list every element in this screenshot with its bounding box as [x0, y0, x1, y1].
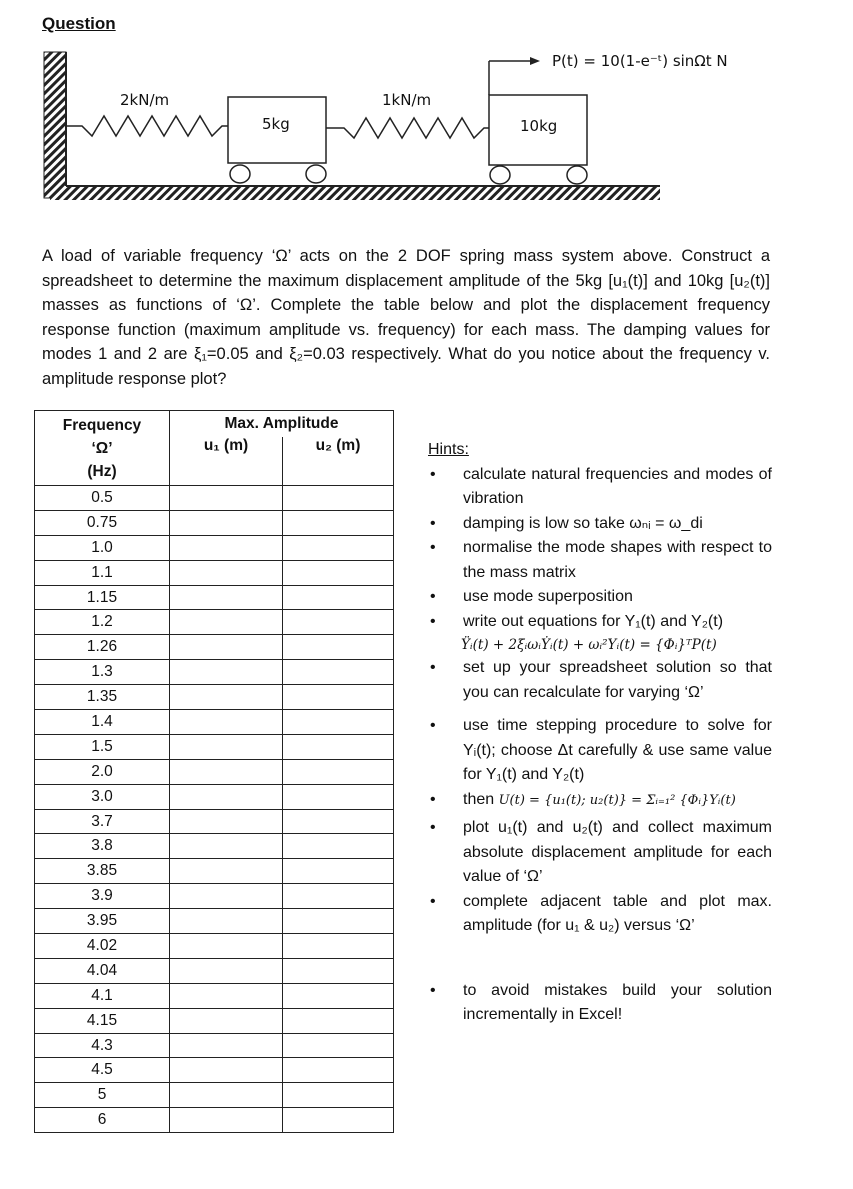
hint-9: [428, 816, 772, 890]
hint-5-text: write out equations for Y₁(t) and Y₂(t): [463, 612, 724, 630]
frequency-cell: 4.5: [35, 1058, 170, 1083]
u2-cell: [283, 1033, 394, 1058]
frequency-cell: 4.3: [35, 1033, 170, 1058]
u2-cell: [283, 710, 394, 735]
frequency-header-line1: Frequency: [62, 416, 142, 434]
table-row: [35, 958, 394, 983]
table-row: [35, 535, 394, 560]
hint-6: [428, 656, 772, 705]
frequency-cell: 5: [35, 1083, 170, 1108]
frequency-cell: 1.15: [35, 585, 170, 610]
hints-panel: [428, 438, 772, 1028]
frequency-cell: 1.4: [35, 710, 170, 735]
u1-cell: [170, 685, 283, 710]
table-row: [35, 934, 394, 959]
frequency-header-line2: ‘Ω’: [91, 439, 113, 457]
frequency-cell: 2.0: [35, 759, 170, 784]
u2-cell: [283, 734, 394, 759]
spring-1: [66, 116, 228, 136]
wall-hatch: [44, 52, 66, 198]
hint-2-text: damping is low so take ωₙᵢ = ω_di: [463, 514, 703, 532]
bullet: •: [430, 790, 436, 808]
u2-cell: [283, 635, 394, 660]
hint-6-text: set up your spreadsheet solution so that you can recalculate for varying ‘Ω’: [463, 659, 772, 701]
u1-cell: [170, 635, 283, 660]
u2-cell: [283, 859, 394, 884]
hint-2: [428, 512, 772, 537]
frequency-cell: 1.5: [35, 734, 170, 759]
hint-10-text: complete adjacent table and plot max. amplitude (for u₁ & u₂) versus ‘Ω’: [463, 892, 772, 934]
mass-2-wheel-right: [567, 166, 587, 184]
bullet: •: [430, 539, 436, 556]
table-row: [35, 710, 394, 735]
bullet: •: [430, 514, 436, 532]
frequency-cell: 1.2: [35, 610, 170, 635]
frequency-cell: 3.8: [35, 834, 170, 859]
table-row: [35, 834, 394, 859]
u2-cell: [283, 934, 394, 959]
frequency-cell: 4.04: [35, 958, 170, 983]
u2-cell: [283, 660, 394, 685]
u1-cell: [170, 1008, 283, 1033]
frequency-cell: 1.35: [35, 685, 170, 710]
frequency-cell: 3.9: [35, 884, 170, 909]
u2-cell: [283, 486, 394, 511]
modal-equation: Ÿᵢ(t) + 2ξᵢωᵢẎᵢ(t) + ωᵢ²Yᵢ(t) = {Φᵢ}ᵀP(t): [461, 637, 717, 653]
question-heading: Question: [42, 14, 116, 33]
table-row: [35, 809, 394, 834]
u1-cell: [170, 1033, 283, 1058]
u2-cell: [283, 1058, 394, 1083]
frequency-cell: 4.02: [35, 934, 170, 959]
u1-cell: [170, 834, 283, 859]
table-row: [35, 1008, 394, 1033]
table-row: [35, 660, 394, 685]
u1-cell: [170, 1058, 283, 1083]
u2-cell: [283, 560, 394, 585]
table-row: [35, 1083, 394, 1108]
bullet: •: [430, 717, 436, 734]
frequency-cell: 3.85: [35, 859, 170, 884]
frequency-header-line3: (Hz): [87, 462, 117, 480]
u2-cell: [283, 685, 394, 710]
bullet: •: [430, 659, 436, 676]
force-arrowhead: [530, 57, 540, 65]
u2-cell: [283, 884, 394, 909]
u2-header: u₂ (m): [283, 437, 394, 486]
spring-2: [326, 118, 489, 138]
hint-3: [428, 536, 772, 585]
u1-cell: [170, 859, 283, 884]
superposition-equation: U(t) = {u₁(t); u₂(t)} = Σᵢ₌₁² {Φᵢ}Yᵢ(t): [498, 792, 736, 808]
frequency-cell: 0.5: [35, 486, 170, 511]
hint-7-text: use time stepping procedure to solve for Yᵢ(t); choose Δt carefully & use same value for Y₁(t) and Y₂(t): [463, 717, 772, 783]
u2-cell: [283, 510, 394, 535]
mass-2-wheel-left: [490, 166, 510, 184]
frequency-cell: 0.75: [35, 510, 170, 535]
u2-cell: [283, 610, 394, 635]
hints-title: Hints:: [428, 441, 469, 458]
u2-cell: [283, 535, 394, 560]
spring-1-label: 2kN/m: [120, 91, 170, 109]
u2-cell: [283, 1108, 394, 1133]
spring-mass-diagram: [0, 40, 853, 220]
table-row: [35, 859, 394, 884]
frequency-cell: 1.1: [35, 560, 170, 585]
bullet: •: [430, 981, 436, 999]
u2-cell: [283, 809, 394, 834]
u1-header: u₁ (m): [170, 437, 283, 486]
u1-cell: [170, 909, 283, 934]
hint-4: [428, 585, 772, 610]
u2-cell: [283, 784, 394, 809]
frequency-cell: 4.1: [35, 983, 170, 1008]
u1-cell: [170, 809, 283, 834]
u2-cell: [283, 834, 394, 859]
hint-1: [428, 463, 772, 512]
u1-cell: [170, 1083, 283, 1108]
table-row: [35, 1033, 394, 1058]
ground-hatch: [50, 186, 660, 200]
frequency-cell: 1.26: [35, 635, 170, 660]
frequency-cell: 1.0: [35, 535, 170, 560]
u1-cell: [170, 710, 283, 735]
mass-1-label: 5kg: [262, 115, 290, 133]
u1-cell: [170, 510, 283, 535]
u2-cell: [283, 759, 394, 784]
u1-cell: [170, 486, 283, 511]
u1-cell: [170, 660, 283, 685]
u1-cell: [170, 759, 283, 784]
frequency-cell: 6: [35, 1108, 170, 1133]
u1-cell: [170, 784, 283, 809]
hint-5: [428, 610, 772, 635]
hint-11-text: to avoid mistakes build your solution incrementally in Excel!: [463, 981, 772, 1023]
table-row: [35, 983, 394, 1008]
frequency-cell: 3.0: [35, 784, 170, 809]
table-row: [35, 585, 394, 610]
u1-cell: [170, 610, 283, 635]
u1-cell: [170, 1108, 283, 1133]
u1-cell: [170, 934, 283, 959]
hint-10: [428, 890, 772, 939]
table-row: [35, 510, 394, 535]
problem-statement: A load of variable frequency ‘Ω’ acts on the 2 DOF spring mass system above. Construct a spreadsheet to determine the maximum displacement amplitude of the 5kg [u₁(t)] and 10kg [u₂(t)] masses as functions of ‘Ω’. Complete the table below and plot the displacement frequency response function (maximum amplitude vs. frequency) for each mass. The damping values for modes 1 and 2 are ξ₁=0.05 and ξ₂=0.03 respectively. What do you notice about the frequency v. amplitude response plot?: [42, 247, 770, 388]
table-row: [35, 909, 394, 934]
table-row: [35, 610, 394, 635]
hint-4-text: use mode superposition: [463, 588, 633, 605]
table-row: [35, 884, 394, 909]
table-row: [35, 685, 394, 710]
table-row: [35, 486, 394, 511]
u1-cell: [170, 958, 283, 983]
bullet: •: [430, 612, 436, 630]
frequency-cell: 1.3: [35, 660, 170, 685]
u1-cell: [170, 560, 283, 585]
frequency-cell: 3.95: [35, 909, 170, 934]
table-row: [35, 560, 394, 585]
table-row: [35, 759, 394, 784]
bullet: •: [430, 465, 436, 483]
u1-cell: [170, 884, 283, 909]
u2-cell: [283, 585, 394, 610]
hint-8: [428, 788, 772, 814]
u2-cell: [283, 983, 394, 1008]
table-row: [35, 635, 394, 660]
hint-1-text: calculate natural frequencies and modes of vibration: [463, 465, 772, 507]
mass-1-wheel-left: [230, 165, 250, 183]
u2-cell: [283, 909, 394, 934]
frequency-amplitude-table: [34, 410, 394, 1133]
force-label: P(t) = 10(1-e⁻ᵗ) sinΩt N: [552, 52, 728, 70]
frequency-cell: 3.7: [35, 809, 170, 834]
mass-2-label: 10kg: [520, 117, 558, 135]
max-amplitude-header: Max. Amplitude: [170, 411, 394, 438]
u2-cell: [283, 1008, 394, 1033]
bullet: •: [430, 819, 436, 836]
u1-cell: [170, 585, 283, 610]
table-row: [35, 784, 394, 809]
mass-1-wheel-right: [306, 165, 326, 183]
u2-cell: [283, 1083, 394, 1108]
u1-cell: [170, 535, 283, 560]
table-row: [35, 1108, 394, 1133]
frequency-cell: 4.15: [35, 1008, 170, 1033]
hint-3-text: normalise the mode shapes with respect to the mass matrix: [463, 539, 772, 581]
bullet: •: [430, 588, 436, 605]
spring-2-label: 1kN/m: [382, 91, 432, 109]
bullet: •: [430, 892, 436, 910]
table-row: [35, 1058, 394, 1083]
hint-11: [428, 979, 772, 1028]
table-row: [35, 734, 394, 759]
hint-8-text: then: [463, 790, 495, 808]
u2-cell: [283, 958, 394, 983]
hint-9-text: plot u₁(t) and u₂(t) and collect maximum absolute displacement amplitude for each value of ‘Ω’: [463, 819, 772, 885]
hint-7: [428, 714, 772, 788]
u1-cell: [170, 734, 283, 759]
u1-cell: [170, 983, 283, 1008]
frequency-header: [35, 411, 170, 486]
